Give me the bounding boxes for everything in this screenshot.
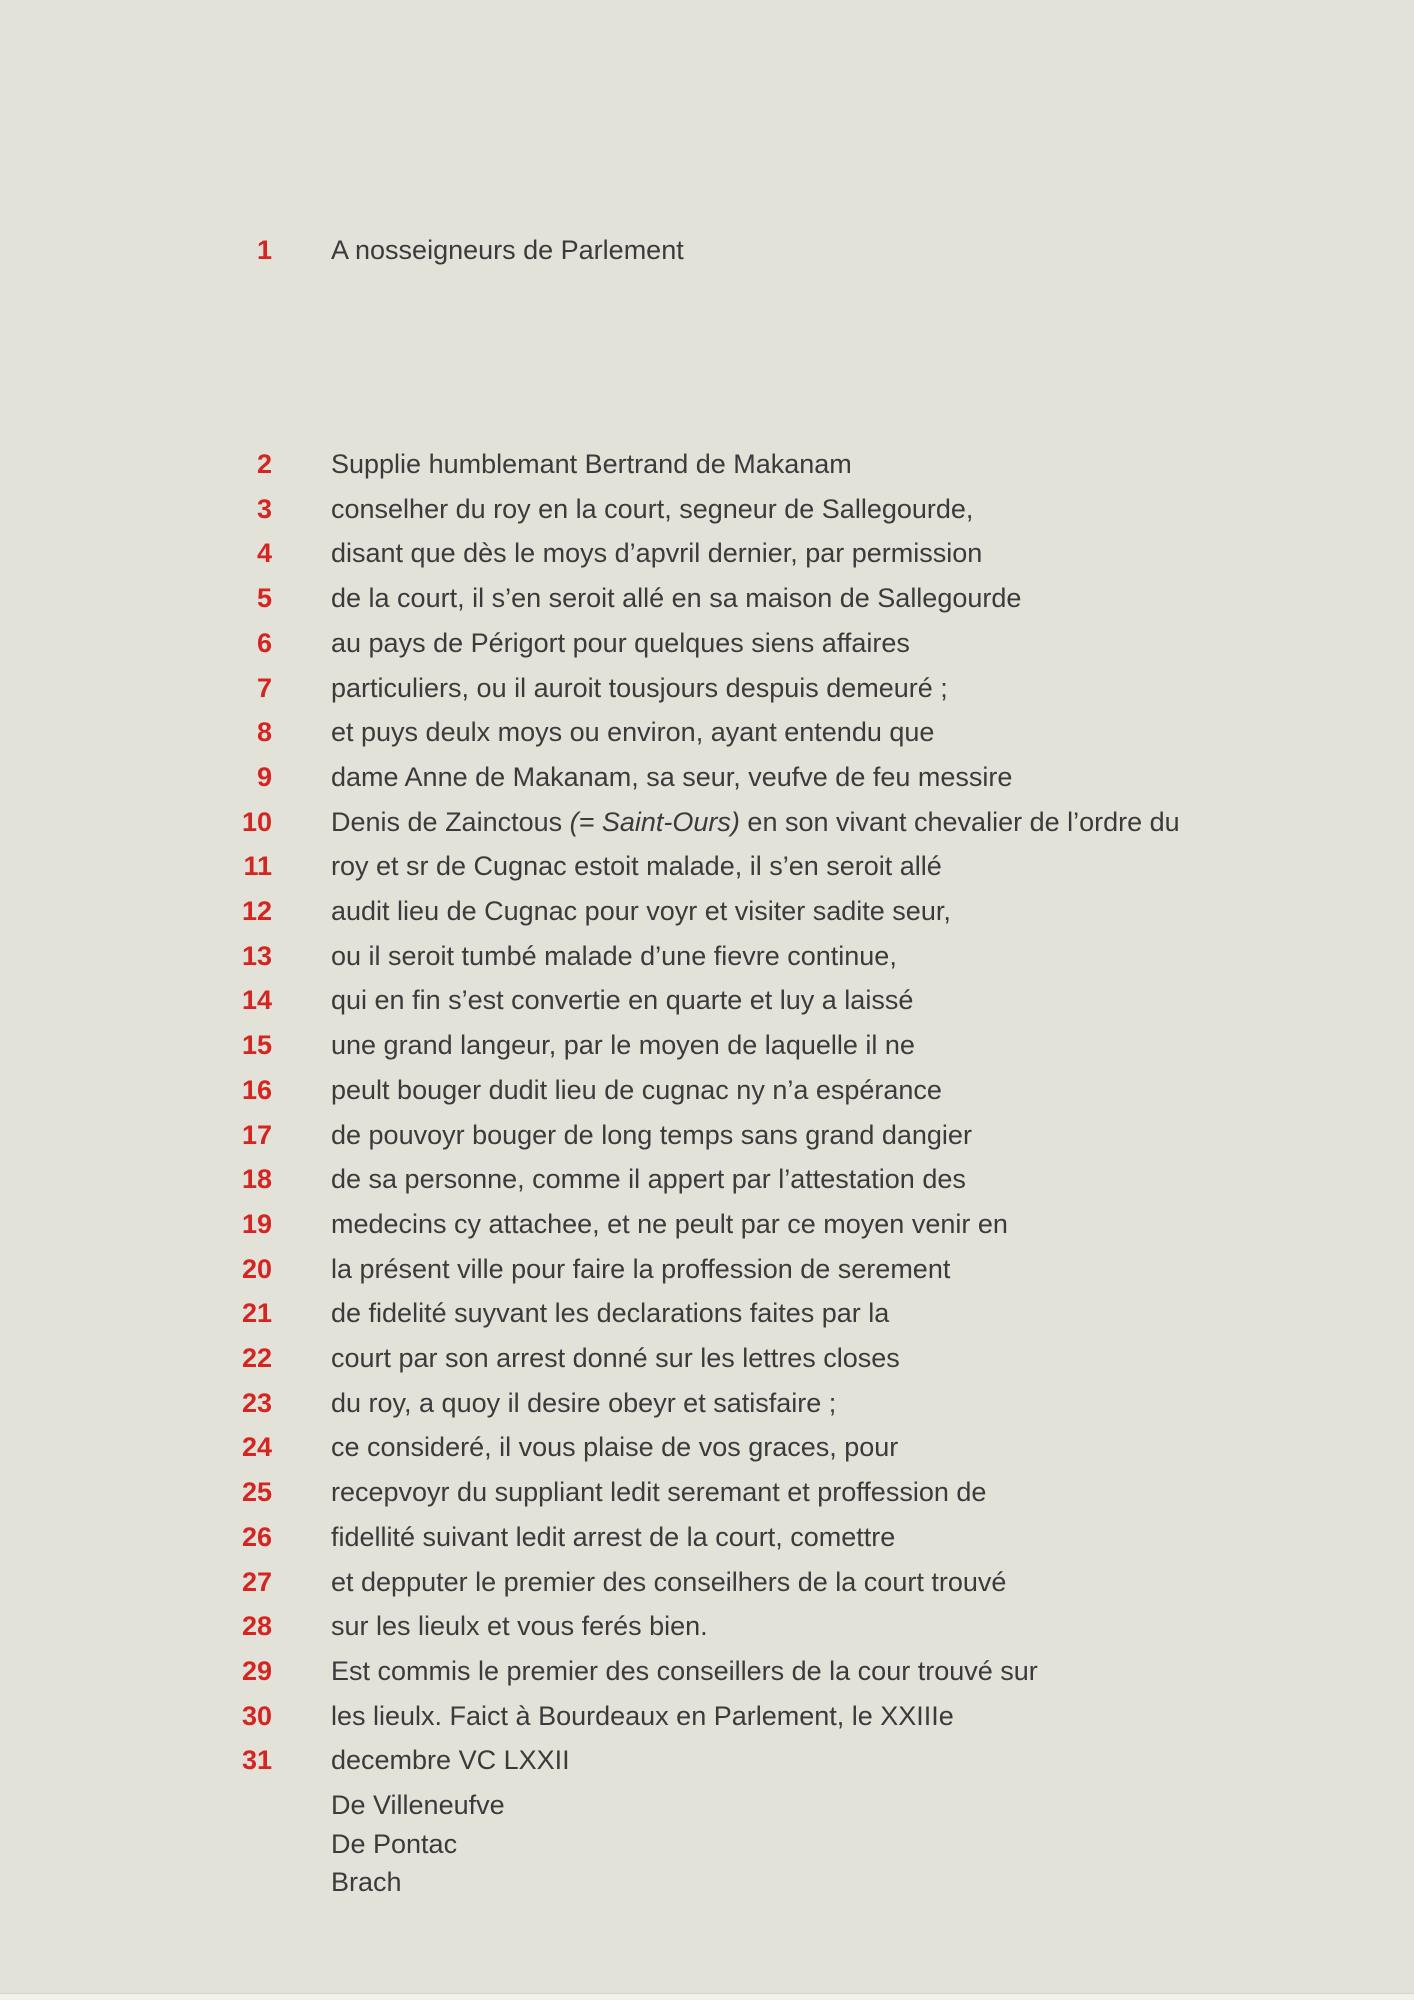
- text-line: [0, 581, 1414, 615]
- line-number: 5: [256, 583, 272, 614]
- text-line: [0, 715, 1414, 749]
- text-line: [0, 1162, 1414, 1196]
- text-line: [0, 536, 1414, 570]
- line-text: de fidelité suyvant les declarations faites par la: [331, 1298, 890, 1329]
- line-number: 28: [241, 1611, 272, 1642]
- line-text: audit lieu de Cugnac pour voyr et visiter sadite seur,: [331, 896, 951, 926]
- line-text: Brach: [331, 1867, 402, 1897]
- line-text: qui en fin s’est convertie en quarte et luy a laissé: [331, 985, 914, 1016]
- line-number: 27: [241, 1566, 272, 1597]
- text-line: [0, 1699, 1414, 1733]
- line-text: medecins cy attachee, et ne peult par ce moyen venir en: [331, 1208, 1008, 1239]
- line-number: 6: [256, 627, 272, 658]
- line-number: 21: [241, 1298, 272, 1329]
- text-line: [0, 1341, 1414, 1375]
- text-line: [0, 1207, 1414, 1241]
- line-number: 7: [256, 672, 272, 703]
- line-text: conselher du roy en la court, segneur de Sallegourde,: [331, 493, 974, 524]
- text-line: [0, 1296, 1414, 1330]
- page-bottom-edge: [0, 1993, 1414, 2000]
- line-text: court par son arrest donné sur les lettres closes: [331, 1343, 900, 1373]
- line-number: 16: [241, 1074, 272, 1105]
- line-text: recepvoyr du suppliant ledit seremant et proffession de: [331, 1477, 987, 1508]
- line-number: 1: [256, 235, 272, 265]
- line-text: A nosseigneurs de Parlement: [331, 235, 684, 265]
- line-number: 4: [256, 538, 272, 569]
- text-line: [0, 1252, 1414, 1286]
- text-line: [0, 1827, 1414, 1861]
- line-text: ou il seroit tumbé malade d’une fievre continue,: [331, 940, 897, 971]
- text-line: [0, 492, 1414, 526]
- line-text: disant que dès le moys d’apvril dernier, par permission: [331, 538, 983, 569]
- text-line: [0, 939, 1414, 973]
- line-text: particuliers, ou il auroit tousjours despuis demeuré ;: [331, 672, 948, 703]
- line-number: 9: [256, 761, 272, 792]
- line-text-segment: Denis de Zainctous: [331, 806, 570, 837]
- line-text: de la court, il s’en seroit allé en sa maison de Sallegourde: [331, 583, 1022, 614]
- line-number: 23: [241, 1387, 272, 1418]
- text-line: [0, 1475, 1414, 1509]
- text-line: [0, 1028, 1414, 1062]
- line-text: les lieulx. Faict à Bourdeaux en Parlement, le XXIIIe: [331, 1700, 954, 1731]
- line-text: et depputer le premier des conseilhers de la court trouvé: [331, 1566, 1007, 1597]
- line-number: 31: [241, 1745, 272, 1776]
- text-line: [0, 1865, 1414, 1899]
- text-line: [0, 671, 1414, 705]
- line-number: 2: [256, 449, 272, 479]
- line-number: 14: [241, 985, 272, 1016]
- line-number: 24: [241, 1432, 272, 1463]
- line-number: 20: [241, 1253, 272, 1284]
- line-text: la présent ville pour faire la proffession de serement: [331, 1253, 951, 1284]
- text-line: [0, 233, 1414, 267]
- line-number: 12: [241, 896, 272, 926]
- line-text: Supplie humblemant Bertrand de Makanam: [331, 449, 852, 479]
- line-text: ce consideré, il vous plaise de vos graces, pour: [331, 1432, 899, 1463]
- line-text: dame Anne de Makanam, sa seur, veufve de feu messire: [331, 761, 1013, 792]
- text-line: [0, 1743, 1414, 1777]
- line-number: 30: [241, 1700, 272, 1731]
- line-text: De Villeneufve: [331, 1790, 505, 1820]
- line-text: une grand langeur, par le moyen de laquelle il ne: [331, 1030, 915, 1061]
- line-number: 19: [241, 1208, 272, 1239]
- line-text: de pouvoyr bouger de long temps sans grand dangier: [331, 1119, 972, 1150]
- line-text: Est commis le premier des conseillers de la cour trouvé sur: [331, 1655, 1038, 1686]
- line-number: 25: [241, 1477, 272, 1508]
- text-line: [0, 1788, 1414, 1822]
- line-text: du roy, a quoy il desire obeyr et satisfaire ;: [331, 1387, 837, 1418]
- text-line: [0, 447, 1414, 481]
- line-number: 29: [241, 1655, 272, 1686]
- line-text: decembre VC LXXII: [331, 1745, 570, 1776]
- line-text: et puys deulx moys ou environ, ayant entendu que: [331, 717, 935, 748]
- line-text: sur les lieulx et vous ferés bien.: [331, 1611, 708, 1642]
- text-line: [0, 805, 1414, 839]
- line-text: De Pontac: [331, 1829, 458, 1859]
- text-line: [0, 894, 1414, 928]
- text-line: [0, 1073, 1414, 1107]
- line-text: roy et sr de Cugnac estoit malade, il s’en seroit allé: [331, 851, 942, 882]
- line-number: 18: [241, 1164, 272, 1195]
- line-text: peult bouger dudit lieu de cugnac ny n’a espérance: [331, 1074, 942, 1105]
- line-text-italic-segment: (= Saint-Ours): [569, 806, 740, 837]
- line-number: 3: [256, 493, 272, 524]
- line-text: fidellité suivant ledit arrest de la court, comettre: [331, 1521, 896, 1552]
- text-line: [0, 1520, 1414, 1554]
- line-number: 11: [243, 851, 272, 882]
- line-text: au pays de Périgort pour quelques siens affaires: [331, 627, 910, 658]
- line-number: 13: [241, 940, 272, 971]
- line-number: 10: [241, 806, 272, 837]
- text-line: [0, 1565, 1414, 1599]
- text-line: [0, 1118, 1414, 1152]
- text-line: [0, 1654, 1414, 1688]
- text-line: [0, 983, 1414, 1017]
- line-number: 17: [241, 1119, 272, 1150]
- text-line: [0, 626, 1414, 660]
- line-number: 26: [241, 1521, 272, 1552]
- text-line: [0, 849, 1414, 883]
- line-number: 22: [241, 1343, 272, 1373]
- line-text-segment: en son vivant chevalier de l’ordre du: [739, 806, 1180, 837]
- text-line: [0, 760, 1414, 794]
- text-line: [0, 1609, 1414, 1643]
- text-line: [0, 1430, 1414, 1464]
- line-number: 15: [241, 1030, 272, 1061]
- line-number: 8: [256, 717, 272, 748]
- text-line: [0, 1386, 1414, 1420]
- line-text: de sa personne, comme il appert par l’attestation des: [331, 1164, 966, 1195]
- line-text: [331, 805, 1180, 839]
